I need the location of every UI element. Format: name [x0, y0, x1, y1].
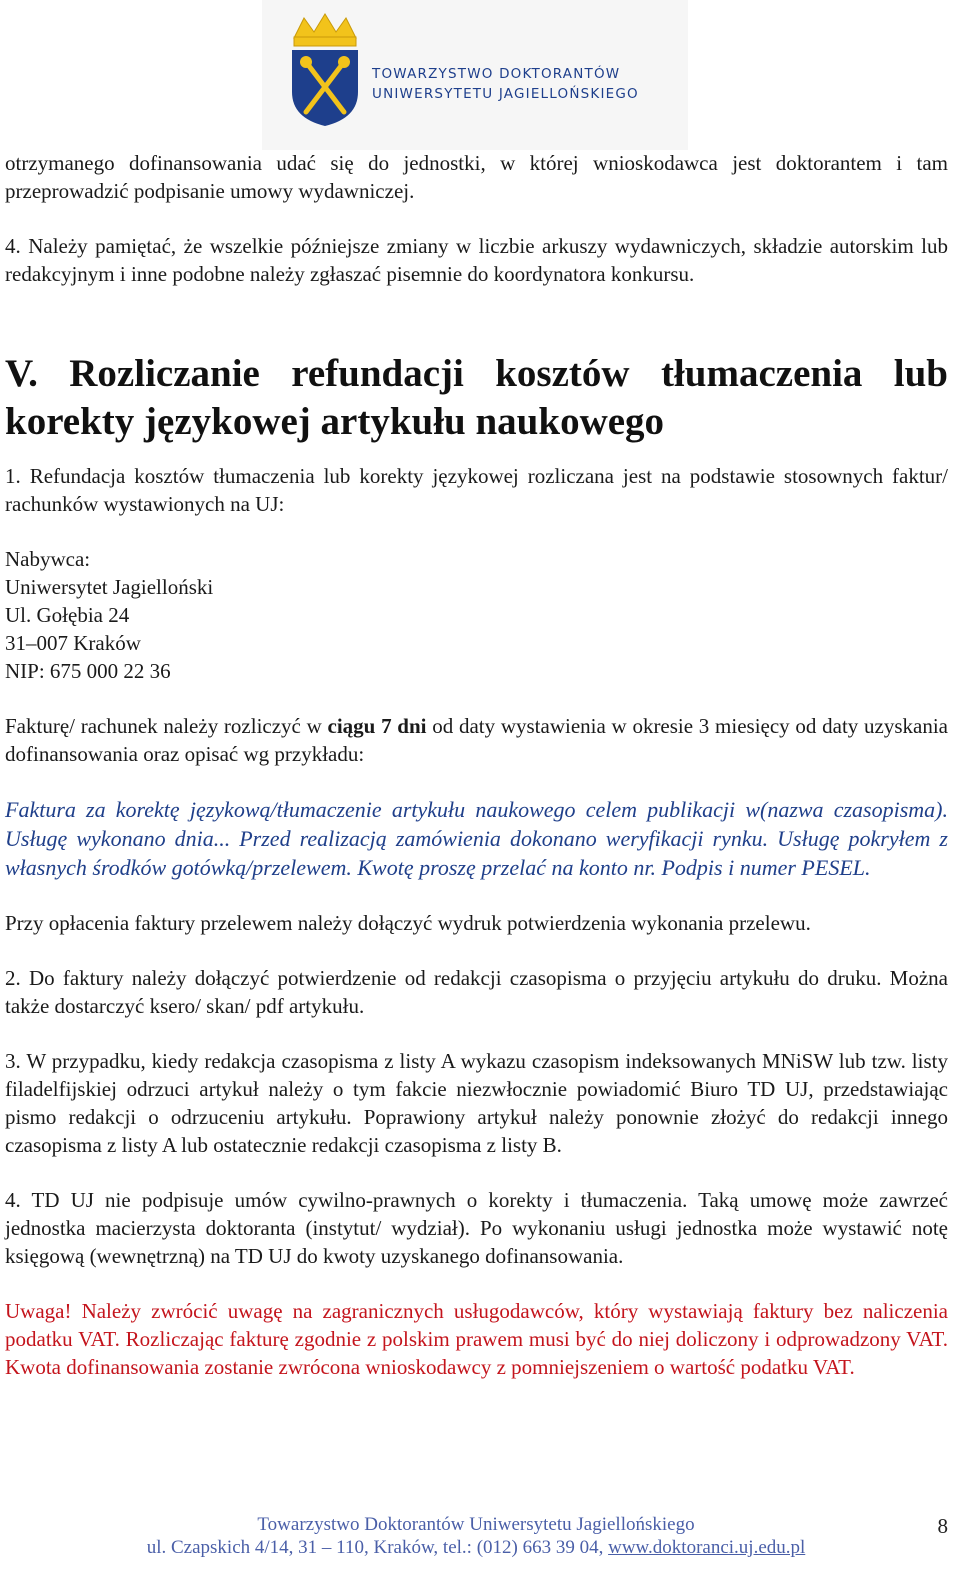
invoice-text-start: Fakturę/ rachunek należy rozliczyć w: [5, 714, 328, 738]
org-name: [372, 64, 639, 104]
paragraph-section-1: 1. Refundacja kosztów tłumaczenia lub korekty językowej rozliczana jest na podstawie stosownych faktur/ rachunków wystawionych na UJ:: [5, 464, 948, 516]
address-line: Nabywca:: [5, 547, 91, 571]
org-name-line1: TOWARZYSTWO DOKTORANTÓW: [372, 66, 621, 82]
paragraph-section-3: 3. W przypadku, kiedy redakcja czasopisma z listy A wykazu czasopism indeksowanych MNiSW lub tzw. listy filadelfijskiej odrzuci artykuł należy o tym fakcie niezwłocznie powiadomić Biuro TD UJ, przedstawiając pismo redakcji o odrzuceniu artykułu. Poprawiony artykuł należy ponownie złożyć do redakcji innego czasopisma z listy A lub ostatecznie redakcji czasopisma z listy B.: [5, 1049, 948, 1157]
footer-org-name: Towarzystwo Doktorantów Uniwersytetu Jagiellońskiego: [257, 1514, 695, 1535]
warning-paragraph: Uwaga! Należy zwrócić uwagę na zagranicznych usługodawców, który wystawiają faktury bez naliczenia podatku VAT. Rozliczając fakturę zgodnie z polskim prawem musi być do niej doliczony i odprowadzony VAT. Kwota dofinansowania zostanie zwrócona wnioskodawcy z pomniejszeniem o wartość podatku VAT.: [5, 1299, 948, 1379]
website-link[interactable]: www.doktoranci.uj.edu.pl: [608, 1537, 806, 1558]
invoice-text-end: od daty wystawienia w okresie 3 miesięcy od daty uzyskania dofinansowania oraz opisać wg przykładu:: [5, 714, 948, 766]
paragraph-section-2: 2. Do faktury należy dołączyć potwierdzenie od redakcji czasopisma o przyjęciu artykułu do druku. Można także dostarczyć ksero/ skan/ pdf artykułu.: [5, 966, 948, 1018]
paragraph-transfer: Przy opłacenia faktury przelewem należy dołączyć wydruk potwierdzenia wykonania przelewu.: [5, 911, 811, 935]
buyer-address: [5, 545, 948, 685]
address-line: 31–007 Kraków: [5, 631, 141, 655]
paragraph-point-4: 4. Należy pamiętać, że wszelkie późniejsze zmiany w liczbie arkuszy wydawniczych, składzie autorskim lub redakcyjnym i inne podobne należy zgłaszać pisemnie do koordynatora konkursu.: [5, 234, 948, 286]
crest-icon: [290, 10, 360, 128]
address-line: NIP: 675 000 22 36: [5, 659, 171, 683]
footer: [0, 1512, 960, 1572]
paragraph-intro: otrzymanego dofinansowania udać się do jednostki, w której wnioskodawca jest doktorantem i tam przeprowadzić podpisanie umowy wydawniczej.: [5, 151, 948, 203]
document-body: [5, 149, 948, 1381]
address-line: Uniwersytet Jagielloński: [5, 575, 214, 599]
invoice-deadline: ciągu 7 dni: [327, 714, 427, 738]
invoice-description-example: Faktura za korektę językową/tłumaczenie artykułu naukowego celem publikacji w(nazwa czasopisma). Usługę wykonano dnia... Przed realizacją zamówienia dokonano weryfikacji rynku. Usługę pokryłem z własnych środków gotówką/przelewem. Kwotę proszę przelać na konto nr. Podpis i numer PESEL.: [5, 797, 948, 880]
org-name-line2: UNIWERSYTETU JAGIELLOŃSKIEGO: [372, 86, 639, 102]
footer-address-line: [0, 1537, 952, 1559]
letterhead: [262, 0, 688, 150]
address-line: Ul. Gołębia 24: [5, 603, 130, 627]
paragraph-invoice: [5, 712, 948, 768]
paragraph-section-4: 4. TD UJ nie podpisuje umów cywilno-prawnych o korekty i tłumaczenia. Taką umowę może zawrzeć jednostka macierzysta doktoranta (instytut/ wydział). Po wykonaniu usługi jednostka może wystawić notę księgową (wewnętrzną) na TD UJ do kwoty uzyskanego dofinansowania.: [5, 1188, 948, 1268]
page-number: 8: [937, 1514, 948, 1538]
footer-address: ul. Czapskich 4/14, 31 – 110, Kraków, tel.: (012) 663 39 04,: [146, 1537, 609, 1558]
section-heading: V. Rozliczanie refundacji kosztów tłumaczenia lub korekty językowej artykułu naukowego: [5, 352, 948, 443]
